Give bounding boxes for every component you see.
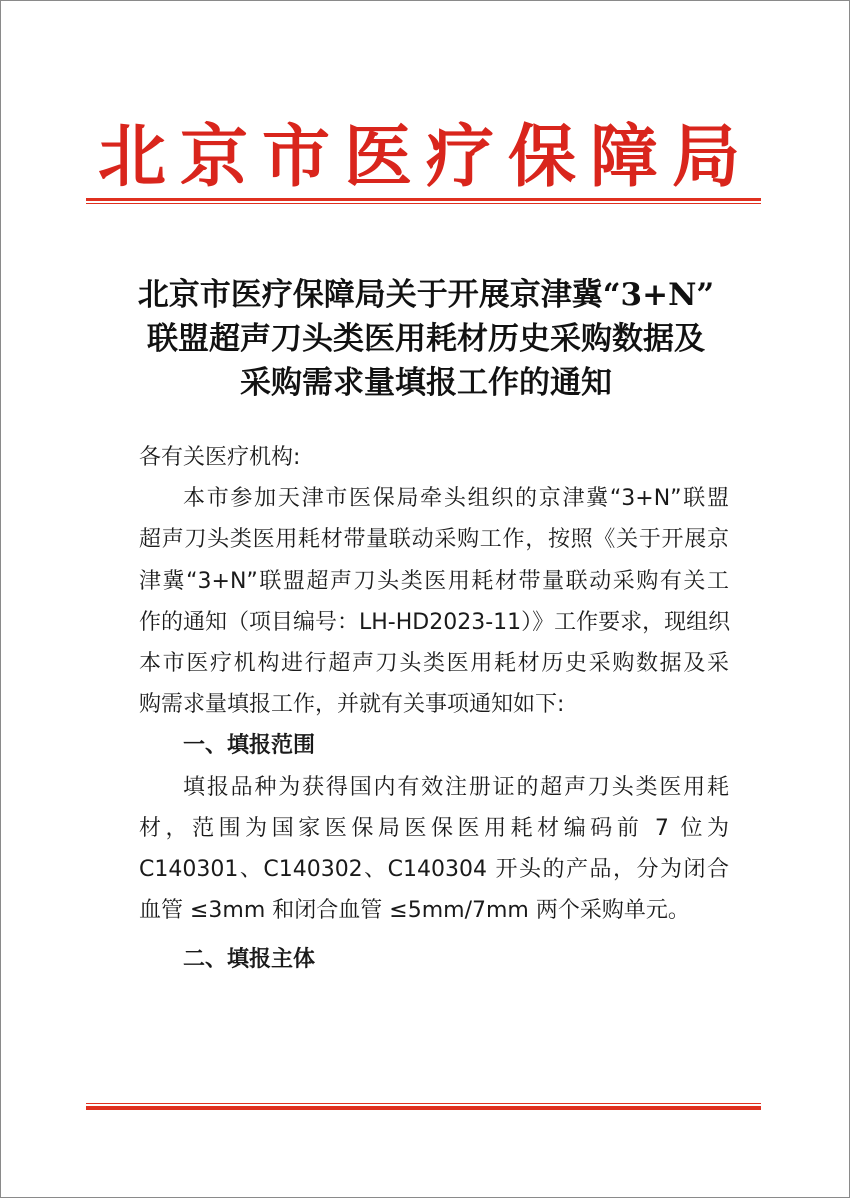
paragraph-line: C140301、C140302、C140304 开头的产品，分为闭合	[139, 857, 729, 883]
title-line: 采购需求量填报工作的通知	[240, 365, 612, 401]
paragraph-line: 津冀“3+N”联盟超声刀头类医用耗材带量联动采购有关工	[139, 568, 729, 594]
paragraph-line: 超声刀头类医用耗材带量联动采购工作，按照《关于开展京	[139, 527, 729, 553]
paragraph-line: 本市参加天津市医保局牵头组织的京津冀“3+N”联盟	[183, 486, 729, 512]
section-heading-subject: 二、填报主体	[183, 947, 316, 973]
paragraph-line: 血管 ≤3mm 和闭合血管 ≤5mm/7mm 两个采购单元。	[139, 898, 690, 924]
title-line: 联盟超声刀头类医用耗材历史采购数据及	[147, 321, 705, 357]
scope-paragraph	[139, 767, 729, 932]
paragraph-line: 作的通知（项目编号：LH-HD2023-11）》工作要求，现组织	[139, 609, 731, 635]
paragraph-line: 本市医疗机构进行超声刀头类医用耗材历史采购数据及采	[139, 651, 729, 677]
header-rule-thin	[86, 203, 761, 204]
paragraph-line: 填报品种为获得国内有效注册证的超声刀头类医用耗	[183, 774, 729, 800]
intro-paragraph	[139, 478, 729, 725]
title-line: 北京市医疗保障局关于开展京津冀“3+N”	[137, 277, 715, 313]
footer-rule-thin	[86, 1103, 761, 1104]
header-rule-thick	[86, 198, 761, 201]
document-title	[81, 273, 771, 405]
footer-rule-thick	[86, 1106, 761, 1110]
paragraph-line: 购需求量填报工作，并就有关事项通知如下:	[139, 692, 565, 718]
section-heading-scope: 一、填报范围	[183, 733, 316, 759]
paragraph-line: 材，范围为国家医保局医保医用耗材编码前 7 位为	[139, 815, 729, 841]
agency-header: 北京市医疗保障局	[97, 117, 754, 197]
salutation: 各有关医疗机构:	[139, 445, 301, 470]
document-body	[139, 437, 729, 981]
